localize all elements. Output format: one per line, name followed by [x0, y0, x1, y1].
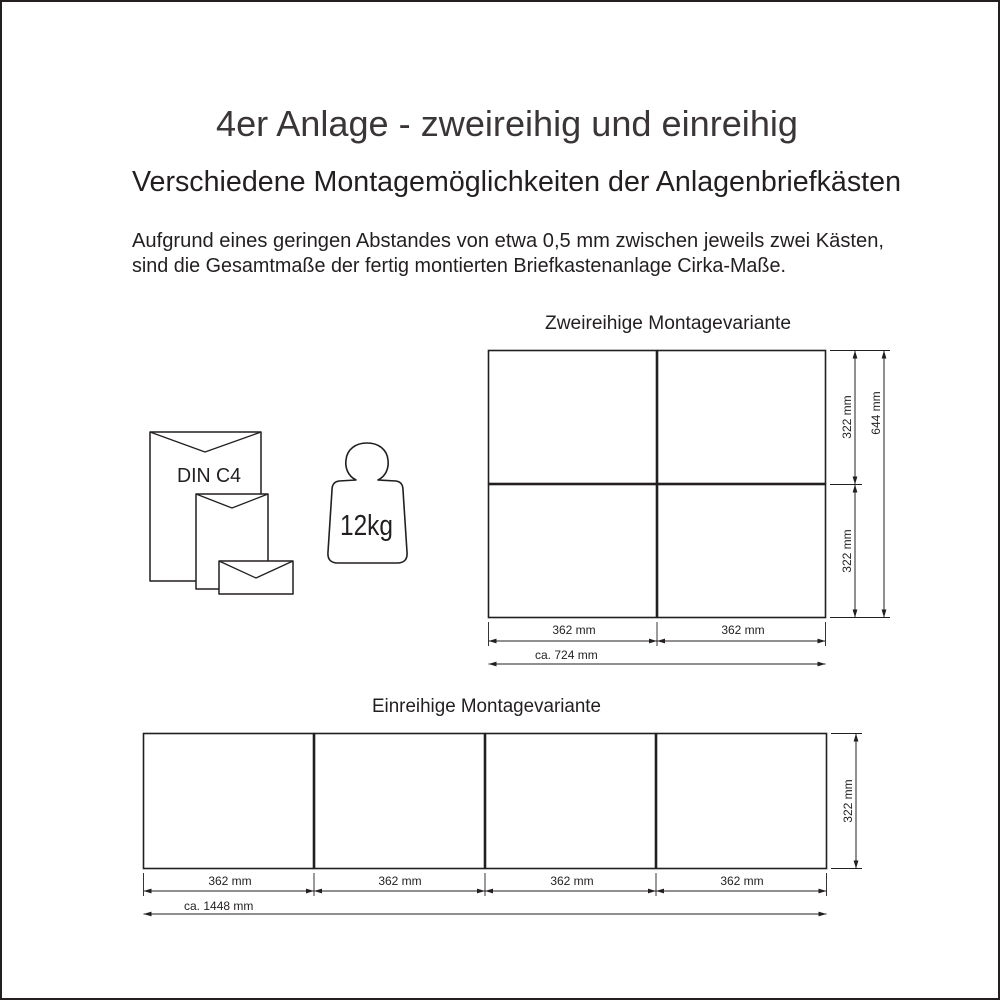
two-row-title: Zweireihige Montagevariante: [545, 313, 791, 334]
total-height-label: 644 mm: [869, 391, 883, 435]
row-height-label: 322 mm: [841, 779, 855, 823]
column-width-label: 362 mm: [550, 874, 594, 888]
one-row-title: Einreihige Montagevariante: [372, 696, 601, 717]
page-subtitle: Verschiedene Montagemöglichkeiten der Anlagenbriefkästen: [132, 166, 901, 198]
page-title: 4er Anlage - zweireihig und einreihig: [216, 103, 798, 144]
row-height-label: 322 mm: [840, 529, 854, 573]
total-width-label: ca. 724 mm: [535, 648, 598, 662]
column-width-label: 362 mm: [208, 874, 252, 888]
row-height-label: 322 mm: [840, 395, 854, 439]
column-width-label: 362 mm: [378, 874, 422, 888]
total-width-label: ca. 1448 mm: [184, 899, 254, 913]
column-width-label: 362 mm: [552, 623, 596, 637]
intro-line-1: Aufgrund eines geringen Abstandes von etwa 0,5 mm zwischen jeweils zwei Kästen,: [132, 230, 884, 252]
weight-label: 12kg: [340, 510, 393, 542]
envelope-format-label: DIN C4: [177, 465, 241, 487]
column-width-label: 362 mm: [720, 874, 764, 888]
column-width-label: 362 mm: [721, 623, 765, 637]
intro-line-2: sind die Gesamtmaße der fertig montierten Briefkastenanlage Cirka-Maße.: [132, 255, 786, 277]
